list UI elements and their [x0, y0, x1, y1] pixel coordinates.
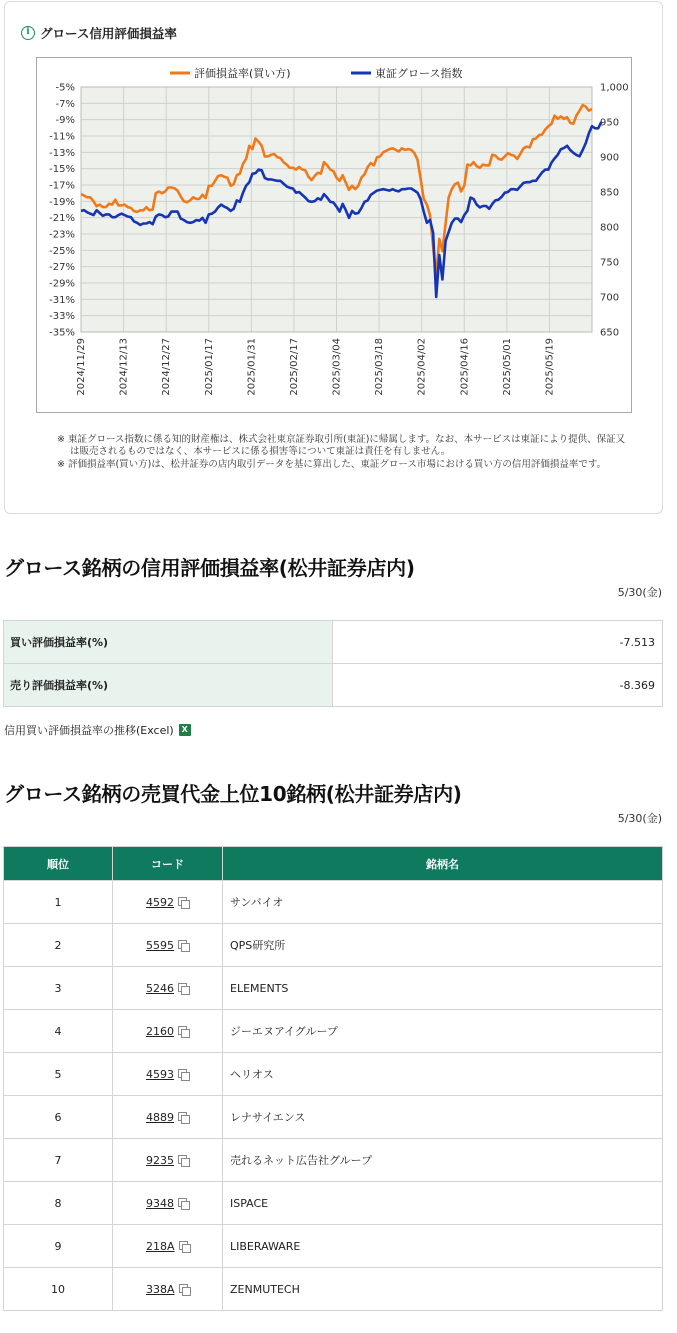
rank-cell: 9 [4, 1225, 113, 1268]
rank-cell: 3 [4, 967, 113, 1010]
y-tick-label-left: -9% [55, 115, 75, 127]
excel-download-link[interactable] [4, 722, 191, 738]
y-tick-label-left: -15% [49, 164, 75, 176]
excel-file-icon[interactable]: X [179, 724, 191, 736]
legend-item-buy-pl: 評価損益率(買い方) [194, 67, 291, 80]
stock-code[interactable]: 2160 [146, 1024, 174, 1038]
sell-pl-label: 売り評価損益率(%) [4, 664, 333, 707]
table-row [4, 1096, 663, 1139]
stock-code[interactable]: 9235 [146, 1153, 174, 1167]
table-row [4, 1010, 663, 1053]
code-cell [113, 881, 223, 924]
buy-pl-value: -7.513 [333, 621, 663, 664]
chart-container [36, 57, 632, 413]
y-tick-label-left: -31% [49, 294, 75, 306]
chart-card-header [21, 24, 177, 42]
rank-cell: 10 [4, 1268, 113, 1311]
stock-code[interactable]: 5595 [146, 938, 174, 952]
line-chart [37, 58, 633, 414]
table-row [4, 1139, 663, 1182]
chart-note: ※ 東証グロース指数に係る知的財産権は、株式会社東京証券取引所(東証)に帰属します。なお、本サービスは東証により提供、保証又は販売されるものではなく、本サービスに係る損害等について東証は責任を有しません。 [57, 434, 626, 458]
stock-name-cell: ISPACE [223, 1182, 663, 1225]
table-row [4, 1268, 663, 1311]
x-tick-label: 2025/05/01 [501, 338, 513, 396]
code-cell [113, 924, 223, 967]
rank-cell: 4 [4, 1010, 113, 1053]
column-header-code: コード [113, 847, 223, 881]
table-row [4, 881, 663, 924]
stock-name-cell: 売れるネット広告社グループ [223, 1139, 663, 1182]
stock-code-link[interactable] [146, 896, 189, 909]
rank-cell: 2 [4, 924, 113, 967]
chart-notes [57, 434, 627, 471]
table-row [4, 664, 663, 707]
ranking-section-title: グロース銘柄の売買代金上位10銘柄(松井証券店内) [4, 782, 462, 806]
table-row [4, 621, 663, 664]
copy-icon[interactable] [178, 1069, 189, 1080]
x-tick-label: 2024/12/13 [118, 338, 130, 396]
y-tick-label-right: 800 [600, 222, 620, 234]
stock-name-cell: ELEMENTS [223, 967, 663, 1010]
rank-cell: 6 [4, 1096, 113, 1139]
table-header-row [4, 847, 663, 881]
stock-code[interactable]: 218A [146, 1239, 175, 1253]
copy-icon[interactable] [178, 1155, 189, 1166]
stock-code-link[interactable] [146, 982, 189, 995]
y-tick-label-left: -25% [49, 245, 75, 257]
code-cell [113, 1053, 223, 1096]
stock-code-link[interactable] [146, 1197, 189, 1210]
y-tick-label-right: 750 [600, 257, 620, 269]
stock-name-cell: QPS研究所 [223, 924, 663, 967]
stock-code-link[interactable] [146, 1283, 190, 1296]
copy-icon[interactable] [178, 1026, 189, 1037]
chart-note: ※ 評価損益率(買い方)は、松井証券の店内取引データを基に算出した、東証グロース市場における買い方の信用評価損益率です。 [57, 458, 607, 470]
y-tick-label-left: -29% [49, 278, 75, 290]
x-tick-label: 2024/11/29 [76, 338, 87, 396]
copy-icon[interactable] [178, 1112, 189, 1123]
pl-date: 5/30(金) [617, 586, 662, 599]
stock-code-link[interactable] [146, 1068, 189, 1081]
stock-name-cell: レナサイエンス [223, 1096, 663, 1139]
legend-item-growth-index: 東証グロース指数 [375, 67, 463, 80]
stock-name-cell: サンバイオ [223, 881, 663, 924]
y-tick-label-right: 700 [600, 292, 620, 304]
x-tick-label: 2025/04/02 [416, 338, 428, 396]
x-tick-label: 2025/02/17 [288, 338, 300, 396]
code-cell [113, 967, 223, 1010]
y-tick-label-left: -19% [49, 196, 75, 208]
x-tick-label: 2025/01/17 [203, 338, 215, 396]
info-icon[interactable]: i [21, 26, 35, 40]
x-tick-label: 2025/03/18 [374, 338, 386, 396]
stock-name-cell: LIBERAWARE [223, 1225, 663, 1268]
x-tick-label: 2024/12/27 [161, 338, 173, 396]
y-tick-label-left: -7% [55, 98, 75, 110]
column-header-rank: 順位 [4, 847, 113, 881]
stock-code[interactable]: 9348 [146, 1196, 174, 1210]
stock-code-link[interactable] [146, 939, 189, 952]
copy-icon[interactable] [178, 1198, 189, 1209]
y-tick-label-right: 850 [600, 187, 620, 199]
stock-name-cell: ZENMUTECH [223, 1268, 663, 1311]
copy-icon[interactable] [178, 940, 189, 951]
y-tick-label-left: -33% [49, 311, 75, 323]
y-tick-label-left: -11% [49, 131, 75, 143]
stock-name-cell: ヘリオス [223, 1053, 663, 1096]
code-cell [113, 1096, 223, 1139]
rank-cell: 7 [4, 1139, 113, 1182]
code-cell [113, 1010, 223, 1053]
y-tick-label-right: 900 [600, 152, 620, 164]
stock-code-link[interactable] [146, 1111, 189, 1124]
y-tick-label-right: 1,000 [600, 82, 629, 94]
sell-pl-value: -8.369 [333, 664, 663, 707]
copy-icon[interactable] [178, 897, 189, 908]
stock-code[interactable]: 338A [146, 1282, 175, 1296]
x-tick-label: 2025/03/04 [331, 338, 343, 396]
stock-code[interactable]: 5246 [146, 981, 174, 995]
copy-icon[interactable] [178, 983, 189, 994]
y-tick-label-right: 950 [600, 117, 620, 129]
y-tick-label-left: -23% [49, 229, 75, 241]
copy-icon[interactable] [179, 1241, 190, 1252]
copy-icon[interactable] [179, 1284, 190, 1295]
stock-code-link[interactable] [146, 1240, 190, 1253]
y-tick-label-right: 650 [600, 327, 620, 339]
buy-pl-label: 買い評価損益率(%) [4, 621, 333, 664]
stock-code-link[interactable] [146, 1154, 189, 1167]
table-row [4, 924, 663, 967]
rank-cell: 1 [4, 881, 113, 924]
code-cell [113, 1182, 223, 1225]
excel-link-text[interactable]: 信用買い評価損益率の推移(Excel) [4, 724, 174, 737]
table-row [4, 1225, 663, 1268]
code-cell [113, 1139, 223, 1182]
stock-code[interactable]: 4592 [146, 895, 174, 909]
stock-code-link[interactable] [146, 1025, 189, 1038]
y-tick-label-left: -27% [49, 262, 75, 274]
stock-code[interactable]: 4593 [146, 1067, 174, 1081]
chart-card [4, 1, 663, 514]
column-header-name: 銘柄名 [223, 847, 663, 881]
table-row [4, 1182, 663, 1225]
code-cell [113, 1268, 223, 1311]
rank-cell: 5 [4, 1053, 113, 1096]
pl-section-title: グロース銘柄の信用評価損益率(松井証券店内) [4, 556, 415, 580]
code-cell [113, 1225, 223, 1268]
pl-table [3, 620, 663, 707]
x-tick-label: 2025/05/19 [544, 338, 556, 396]
table-row [4, 1053, 663, 1096]
ranking-date: 5/30(金) [617, 812, 662, 825]
stock-code[interactable]: 4889 [146, 1110, 174, 1124]
y-tick-label-left: -5% [55, 82, 75, 94]
x-tick-label: 2025/01/31 [246, 338, 258, 396]
table-row [4, 967, 663, 1010]
chart-card-title: グロース信用評価損益率 [40, 26, 177, 41]
y-tick-label-left: -21% [49, 213, 75, 225]
y-tick-label-left: -35% [49, 327, 75, 339]
stock-name-cell: ジーエヌアイグループ [223, 1010, 663, 1053]
x-tick-label: 2025/04/16 [459, 338, 471, 396]
ranking-table [3, 846, 663, 1311]
y-tick-label-left: -17% [49, 180, 75, 192]
y-tick-label-left: -13% [49, 147, 75, 159]
rank-cell: 8 [4, 1182, 113, 1225]
